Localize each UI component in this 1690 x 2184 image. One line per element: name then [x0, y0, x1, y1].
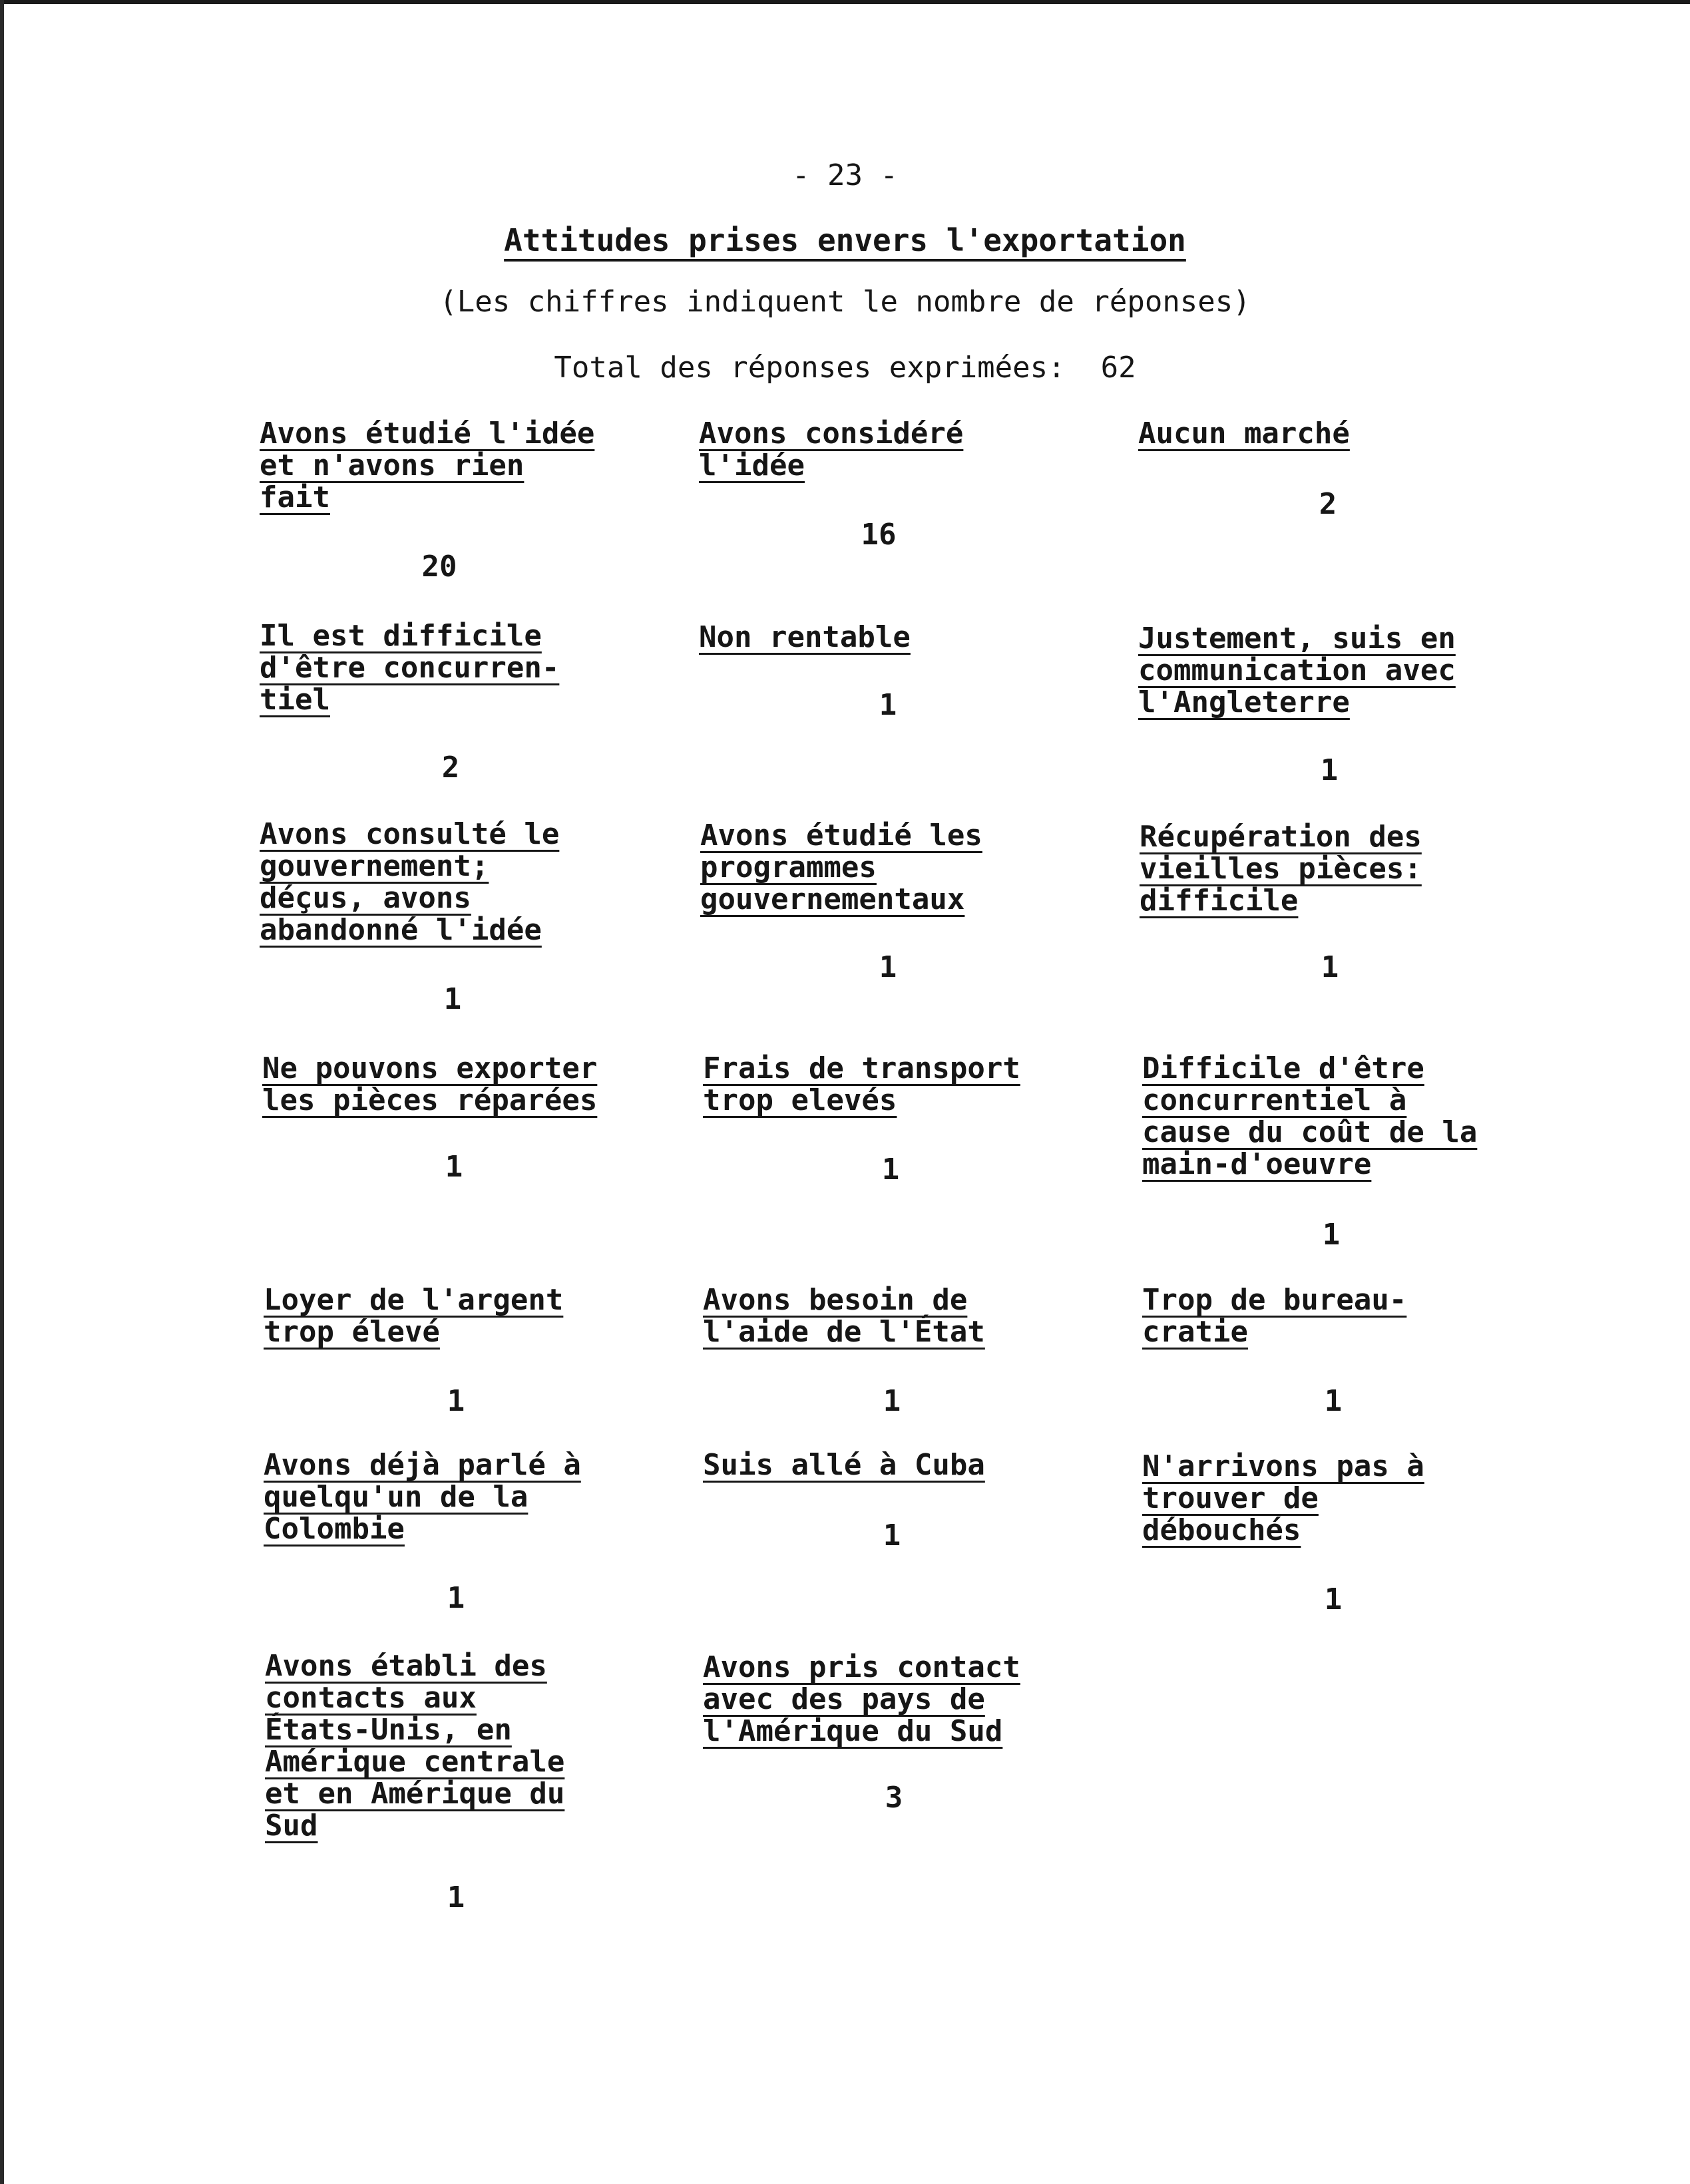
response-count: 20	[421, 550, 457, 584]
document-title	[0, 222, 1690, 258]
response-label: Frais de transport trop elevés	[703, 1051, 1020, 1117]
response-item	[703, 1284, 1129, 1348]
response-item	[1138, 418, 1564, 450]
response-item	[1138, 623, 1564, 719]
response-item	[703, 1652, 1129, 1747]
response-label: Avons établi des contacts aux États-Unis, en Amérique centrale et en Amérique du Sud	[265, 1649, 565, 1843]
response-item	[260, 819, 686, 946]
response-label: Avons besoin de l'aide de l'État	[703, 1283, 985, 1349]
document-title-text: Attitudes prises envers l'exportation	[504, 222, 1186, 258]
response-item	[260, 418, 686, 514]
response-count: 2	[1319, 487, 1337, 521]
response-item	[703, 1449, 1129, 1481]
response-count: 1	[1320, 753, 1339, 787]
response-item	[1142, 1284, 1568, 1348]
response-item	[264, 1284, 690, 1348]
page-border-top	[0, 0, 1690, 4]
response-item	[262, 1053, 688, 1117]
response-label: Loyer de l'argent trop élevé	[264, 1283, 564, 1349]
response-item	[264, 1449, 690, 1545]
response-label: Trop de bureau- cratie	[1142, 1283, 1407, 1349]
response-count: 1	[443, 982, 462, 1016]
response-count: 1	[1324, 1384, 1343, 1418]
page-number: - 23 -	[792, 158, 898, 192]
response-count: 1	[447, 1581, 465, 1615]
response-label: Avons considéré l'idée	[699, 417, 964, 482]
document-subtitle: (Les chiffres indiquent le nombre de réponses)	[439, 285, 1251, 319]
response-item	[1142, 1053, 1568, 1181]
response-count: 1	[447, 1881, 465, 1914]
total-responses: Total des réponses exprimées: 62	[554, 351, 1136, 385]
response-label: Avons consulté le gouvernement; déçus, avons abandonné l'idée	[260, 817, 560, 947]
response-count: 1	[1321, 950, 1339, 984]
response-label: Il est difficile d'être concurren- tiel	[260, 619, 560, 717]
response-label: Récupération des vieilles pièces: difficile	[1140, 820, 1422, 918]
response-count: 1	[447, 1384, 465, 1418]
response-label: Difficile d'être concurrentiel à cause du coût de la main-d'oeuvre	[1142, 1051, 1478, 1181]
response-item	[1142, 1451, 1568, 1547]
response-label: Avons étudié les programmes gouvernementaux	[700, 819, 982, 916]
response-item	[700, 820, 1126, 916]
response-count: 1	[1322, 1218, 1341, 1252]
response-label: Suis allé à Cuba	[703, 1448, 985, 1482]
response-count: 2	[441, 751, 460, 785]
response-count: 1	[879, 950, 897, 984]
response-label: Ne pouvons exporter les pièces réparées	[262, 1051, 598, 1117]
response-count: 3	[885, 1781, 903, 1815]
response-item	[260, 620, 686, 716]
response-count: 1	[445, 1150, 463, 1184]
response-count: 1	[1324, 1582, 1343, 1616]
response-item	[699, 622, 1125, 653]
response-count: 16	[861, 518, 897, 552]
response-label: Justement, suis en communication avec l'Angleterre	[1138, 622, 1456, 719]
response-count: 1	[879, 688, 897, 722]
response-label: Non rentable	[699, 620, 911, 654]
response-label: Avons pris contact avec des pays de l'Amérique du Sud	[703, 1650, 1020, 1748]
response-item	[265, 1650, 691, 1842]
response-item	[703, 1053, 1129, 1117]
response-item	[1140, 821, 1566, 917]
response-label: Aucun marché	[1138, 417, 1350, 451]
response-label: N'arrivons pas à trouver de débouchés	[1142, 1449, 1424, 1547]
response-label: Avons étudié l'idée et n'avons rien fait	[260, 417, 595, 514]
page-border-left	[0, 0, 4, 2184]
response-count: 1	[883, 1519, 901, 1552]
response-count: 1	[881, 1153, 900, 1186]
response-label: Avons déjà parlé à quelqu'un de la Colombie	[264, 1448, 581, 1546]
response-item	[699, 418, 1125, 482]
response-count: 1	[883, 1384, 901, 1418]
